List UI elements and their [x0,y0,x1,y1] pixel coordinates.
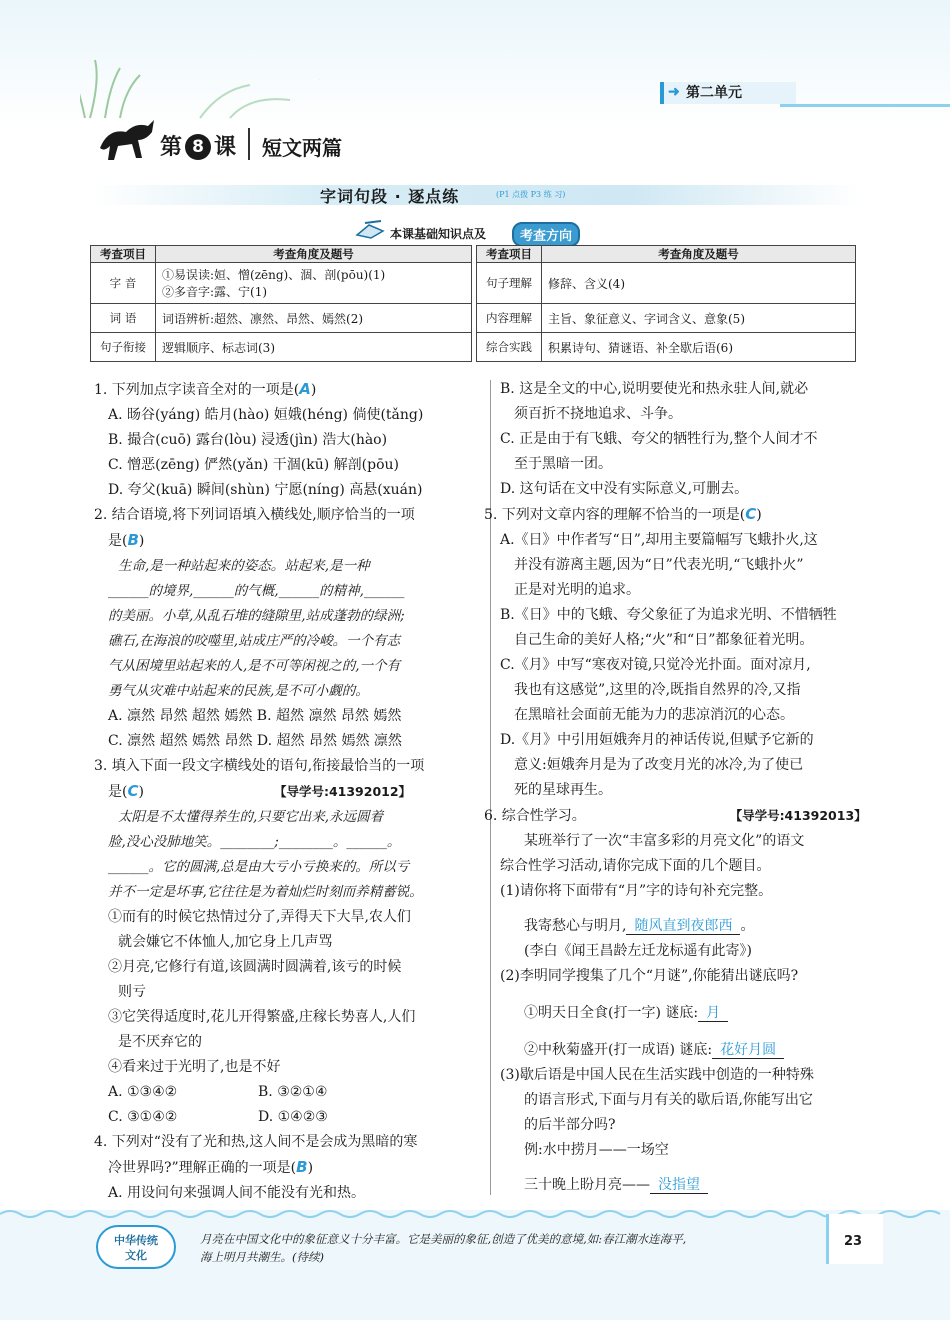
left-column [94,377,484,1206]
question-1: 1. 下列加点字读音全对的一项是(A) [94,380,317,398]
table-cell: 综合实践 [477,333,542,362]
item-line: 是不厌弃它的 [118,1034,202,1050]
option: A. 用设问句来强调人间不能没有光和热。 [108,1185,366,1201]
item-line: 就会嫌它不体恤人,加它身上几声骂 [118,934,333,950]
table-header: 考查角度及题号 [156,246,472,263]
table-cell: 句子衔接 [91,333,156,362]
intro-line: 某班举行了一次“丰富多彩的月亮文化”的语文 [524,833,805,849]
passage-line: 生命,是一种站起来的姿态。站起来,是一种 [118,558,370,574]
unit-underline [780,104,950,107]
option: 须百折不挠地追求、斗争。 [514,406,682,422]
option: 自己生命的美好人格;“火”和“日”都象征着光明。 [514,632,814,648]
sub-question: (3)歇后语是中国人民在生活实践中创造的一种特殊 [500,1067,814,1083]
item-line: ④看来过于光明了,也是不好 [108,1059,281,1075]
table-cell: 字 音 [91,263,156,304]
wave-border [0,1208,950,1220]
option: D. 这句话在文中没有实际意义,可删去。 [500,481,749,497]
footer-note: 月亮在中国文化中的象征意义十分丰富。它是美丽的象征,创造了优美的意境,如:春江潮水连海平, 海上明月共潮生。(待续) [200,1232,687,1264]
poem-line: 我寄愁心与明月, 随风直到夜郎西 。 [524,918,755,934]
knowledge-badge: 考查方向 [512,222,580,247]
passage-line: 并不一定是坏事,它往往是为着灿烂时刻而养精蓄锐。 [108,884,423,900]
option: B.《日》中的飞蛾、夸父象征了为追求光明、不惜牺牲 [500,607,837,623]
table-cell: 句子理解 [477,263,542,304]
intro-line: 综合性学习活动,请你完成下面的几个题目。 [500,858,771,874]
sub-question: (2)李明同学搜集了几个“月谜”,你能猜出谜底吗? [500,968,799,984]
title-separator [248,128,250,160]
table-cell: 积累诗句、猜谜语、补全歇后语(6) [542,333,856,362]
option: 正是对光明的追求。 [514,582,640,598]
passage-line: 脸,没心没肺地笑。________;________。______。 [108,834,401,850]
question-4-cont: 冷世界吗?”理解正确的一项是(B) [108,1158,314,1176]
option: 并没有游离主题,因为“日”代表光明,“飞蛾扑火” [514,557,804,573]
option: C. 凛然 超然 嫣然 昂然 D. 超然 昂然 嫣然 凛然 [108,733,402,749]
table-header: 考查项目 [91,246,156,263]
option: A. 旸谷(yáng) 皓月(hào) 姮娥(héng) 倘使(tǎng) [108,407,424,423]
option: 至于黑暗一团。 [514,456,612,472]
option: 意义:姮娥奔月是为了改变月光的冰冷,为了使已 [514,757,804,773]
proverb-line: 三十晚上盼月亮—— 没指望 [500,1173,870,1198]
knowledge-table-left [90,245,472,362]
riddle-line: ②中秋菊盛开(打一成语) 谜底: 花好月圆 [500,1038,870,1063]
question-3: 3. 填入下面一段文字横线处的语句,衔接最恰当的一项 [94,758,425,774]
item-line: ②月亮,它修行有道,该圆满时圆满着,该亏的时候 [108,959,402,975]
section-band [90,185,860,205]
table-cell: ①易误读:姮、憎(zēng)、涸、剖(pōu)(1) ②多音字:露、宁(1) [156,263,472,304]
knowledge-title: 本课基础知识点及 [390,227,487,241]
table-header: 考查项目 [477,246,542,263]
option: B. 这是全文的中心,说明要使光和热永驻人间,就必 [500,381,809,397]
sub-question-cont: 的语言形式,下面与月有关的歇后语,你能写出它 [524,1092,813,1108]
unit-label: 第二单元 [660,82,796,104]
passage-line: ______的境界,______的气概,______的精神,______ [108,583,405,599]
reeds-decoration-icon [80,60,320,120]
table-cell: 修辞、含义(4) [542,263,856,304]
option-row: A. ①③④② B. ③②①④ [108,1084,328,1100]
lesson-number: 第 8 课 [160,135,237,160]
question-3-cont: 是(C) 【导学号:41392012】 [108,782,412,800]
lesson-title: 短文两篇 [262,136,342,160]
right-column [484,377,870,1198]
option: B. 撮合(cuō) 露台(lòu) 浸透(jìn) 浩大(hào) [108,432,388,448]
passage-line: 气从困境里站起来的人,是不可等闲视之的,一个有 [108,658,401,674]
item-line: ①而有的时候它热情过分了,弄得天下大旱,农人们 [108,909,411,925]
table-cell: 词 语 [91,304,156,333]
question-2: 2. 结合语境,将下列词语填入横线处,顺序恰当的一项 [94,507,415,523]
sub-question: (1)请你将下面带有“月”字的诗句补充完整。 [500,883,773,899]
table-cell: 词语辨析:超然、凛然、昂然、嫣然(2) [156,304,472,333]
passage-line: 礁石,在海浪的咬噬里,站成庄严的冷峻。一个有志 [108,633,401,649]
example-line: 例:水中捞月——一场空 [524,1142,669,1158]
table-cell: 主旨、象征意义、字词含义、意象(5) [542,304,856,333]
question-2-cont: 是(B) [108,531,145,549]
passage-line: 勇气从灾难中站起来的民族,是不可小觑的。 [108,683,369,699]
passage-line: 的美丽。小草,从乱石堆的缝隙里,站成蓬勃的绿洲; [108,608,405,624]
option: 死的星球再生。 [514,782,612,798]
table-header: 考查角度及题号 [542,246,856,263]
sub-question-cont: 的后半部分吗? [524,1117,616,1133]
passage-line: 太阳是不太懂得养生的,只要它出来,永远圆着 [118,809,384,825]
option: A.《日》中作者写“日”,却用主要篇幅写飞蛾扑火,这 [500,532,818,548]
option: C. 憎恶(zēng) 俨然(yǎn) 干涸(kū) 解剖(pōu) [108,457,399,473]
option: A. 凛然 昂然 超然 嫣然 B. 超然 凛然 昂然 嫣然 [108,708,402,724]
item-line: ③它笑得适度时,花儿开得繁盛,庄稼长势喜人,人们 [108,1009,416,1025]
option: 在黑暗社会面前无能为力的悲凉消沉的心态。 [514,707,794,723]
page-number: 23 [843,1234,863,1249]
culture-badge: 中华传统 文化 [96,1225,176,1269]
knowledge-table-right [476,245,856,362]
horse-icon [96,118,158,166]
option-row: C. ③①④② D. ①④②③ [108,1109,328,1125]
option: C.《月》中写“寒夜对镜,只觉冷光扑面。面对凉月, [500,657,811,673]
riddle-line: ①明天日全食(打一字) 谜底: 月 [500,1001,870,1026]
arrow-icon: ➜ [668,84,680,100]
question-6: 6. 综合性学习。 【导学号:41392013】 [484,808,867,824]
option: 我也有这感觉”,这里的冷,既指自然界的冷,又指 [514,682,801,698]
item-line: 则亏 [118,984,146,1000]
table-cell: 逻辑顺序、标志词(3) [156,333,472,362]
option: D. 夸父(kuā) 瞬间(shùn) 宁愿(níng) 高悬(xuán) [108,482,423,498]
option: D.《月》中引用姮娥奔月的神话传说,但赋予它新的 [500,732,814,748]
table-cell: 内容理解 [477,304,542,333]
book-pen-icon [355,219,387,239]
section-title: 字词句段 · 逐点练 [320,187,460,206]
passage-line: ______。它的圆满,总是由大亏小亏换来的。所以亏 [108,859,410,875]
option: C. 正是由于有飞蛾、夸父的牺牲行为,整个人间才不 [500,431,818,447]
section-subtitle: (P1 点拨 P3 练 习) [496,190,566,199]
question-5: 5. 下列对文章内容的理解不恰当的一项是(C) [484,505,762,523]
question-4: 4. 下列对“没有了光和热,这人间不是会成为黑暗的寒 [94,1134,418,1150]
poem-source: (李白《闻王昌龄左迁龙标遥有此寄》) [524,943,752,959]
